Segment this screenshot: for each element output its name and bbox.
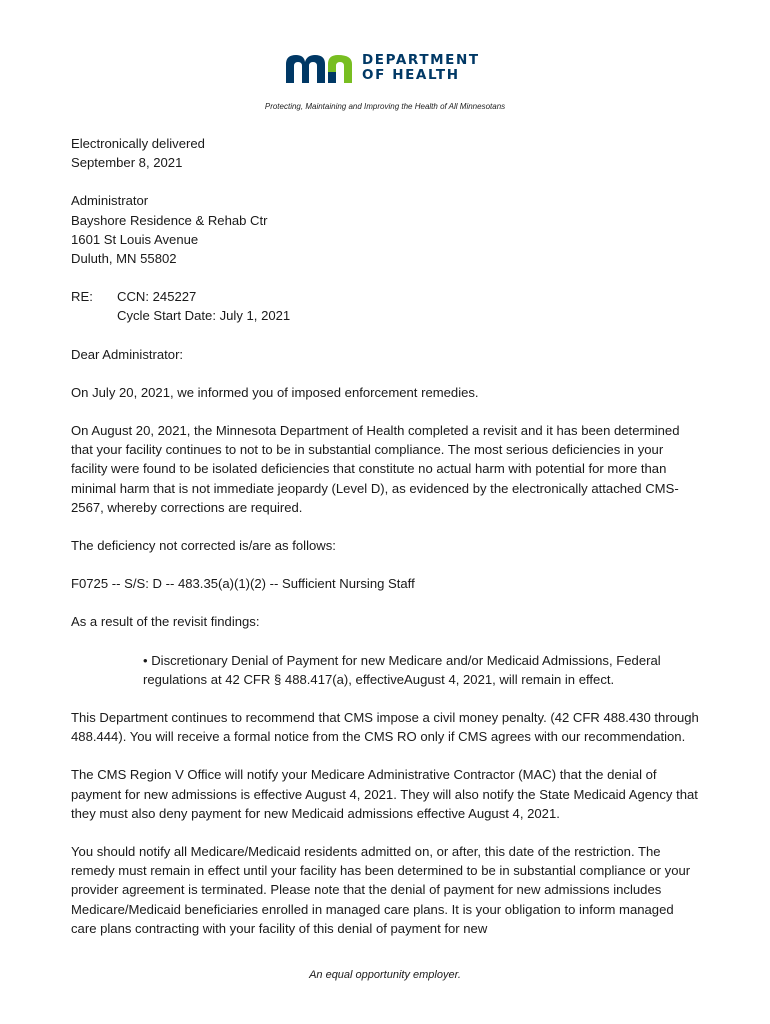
address-line: Duluth, MN 55802	[71, 251, 177, 267]
remedy-bullet: • Discretionary Denial of Payment for new Medicare and/or Medicaid Admissions, Federal regulations at 42 CFR § 488.417(a), effectiveAugust 4, 2021, will remain in effect.	[143, 652, 661, 687]
paragraph: The CMS Region V Office will notify your Medicare Administrative Contractor (MAC) that the denial of payment for new admissions is effective August 4, 2021. They will also notify the State Medicaid Agency that they must also deny payment for new Medicaid admissions effective August 4, 2021.	[71, 767, 698, 821]
mn-logo-icon	[284, 52, 354, 84]
logo-wordmark	[362, 53, 480, 83]
address-line: Administrator	[71, 193, 149, 209]
address-line: 1601 St Louis Avenue	[71, 231, 199, 247]
re-block	[71, 287, 701, 325]
letter-body	[71, 134, 701, 938]
logo-line-2: OF HEALTH	[362, 67, 460, 83]
tagline: Protecting, Maintaining and Improving the Health of All Minnesotans	[264, 102, 506, 111]
delivery-note: Electronically delivered	[71, 136, 205, 151]
re-cycle-date: Cycle Start Date: July 1, 2021	[117, 308, 291, 324]
address-line: Bayshore Residence & Rehab Ctr	[71, 212, 268, 228]
salutation: Dear Administrator:	[71, 346, 184, 362]
paragraph: On August 20, 2021, the Minnesota Department of Health completed a revisit and it has been determined that your facility continues to not to be in substantial compliance. The most serious deficiencies in your facility were found to be isolated deficiencies that constitute no actual harm with potential for more than minimal harm that is not immediate jeopardy (Level D), as evidenced by the electronically attached CMS-2567, whereby corrections are required.	[71, 423, 680, 515]
paragraph: As a result of the revisit findings:	[71, 614, 260, 630]
re-ccn: CCN: 245227	[117, 289, 197, 305]
re-label: RE:	[71, 289, 93, 305]
mdh-logo	[284, 52, 480, 84]
paragraph: The deficiency not corrected is/are as follows:	[71, 538, 336, 554]
paragraph: On July 20, 2021, we informed you of imposed enforcement remedies.	[71, 384, 479, 400]
paragraph: You should notify all Medicare/Medicaid residents admitted on, or after, this date of the restriction. The remedy must remain in effect until your facility has been determined to be in substantial compliance or your provider agreement is terminated. Please note that the denial of payment for new admissions includes Medicare/Medicaid beneficiaries enrolled in managed care plans. It is your obligation to inform managed care plans contracting with your facility of this denial of payment for new	[71, 844, 691, 936]
footer-note: An equal opportunity employer.	[309, 969, 461, 981]
letter-date: September 8, 2021	[71, 155, 183, 171]
paragraph: This Department continues to recommend that CMS impose a civil money penalty. (42 CFR 488.430 through 488.444). You will receive a formal notice from the CMS RO only if CMS agrees with our recommendation.	[71, 710, 699, 745]
logo-line-1: DEPARTMENT	[362, 52, 480, 68]
deficiency-line: F0725 -- S/S: D -- 483.35(a)(1)(2) -- Sufficient Nursing Staff	[71, 576, 415, 592]
